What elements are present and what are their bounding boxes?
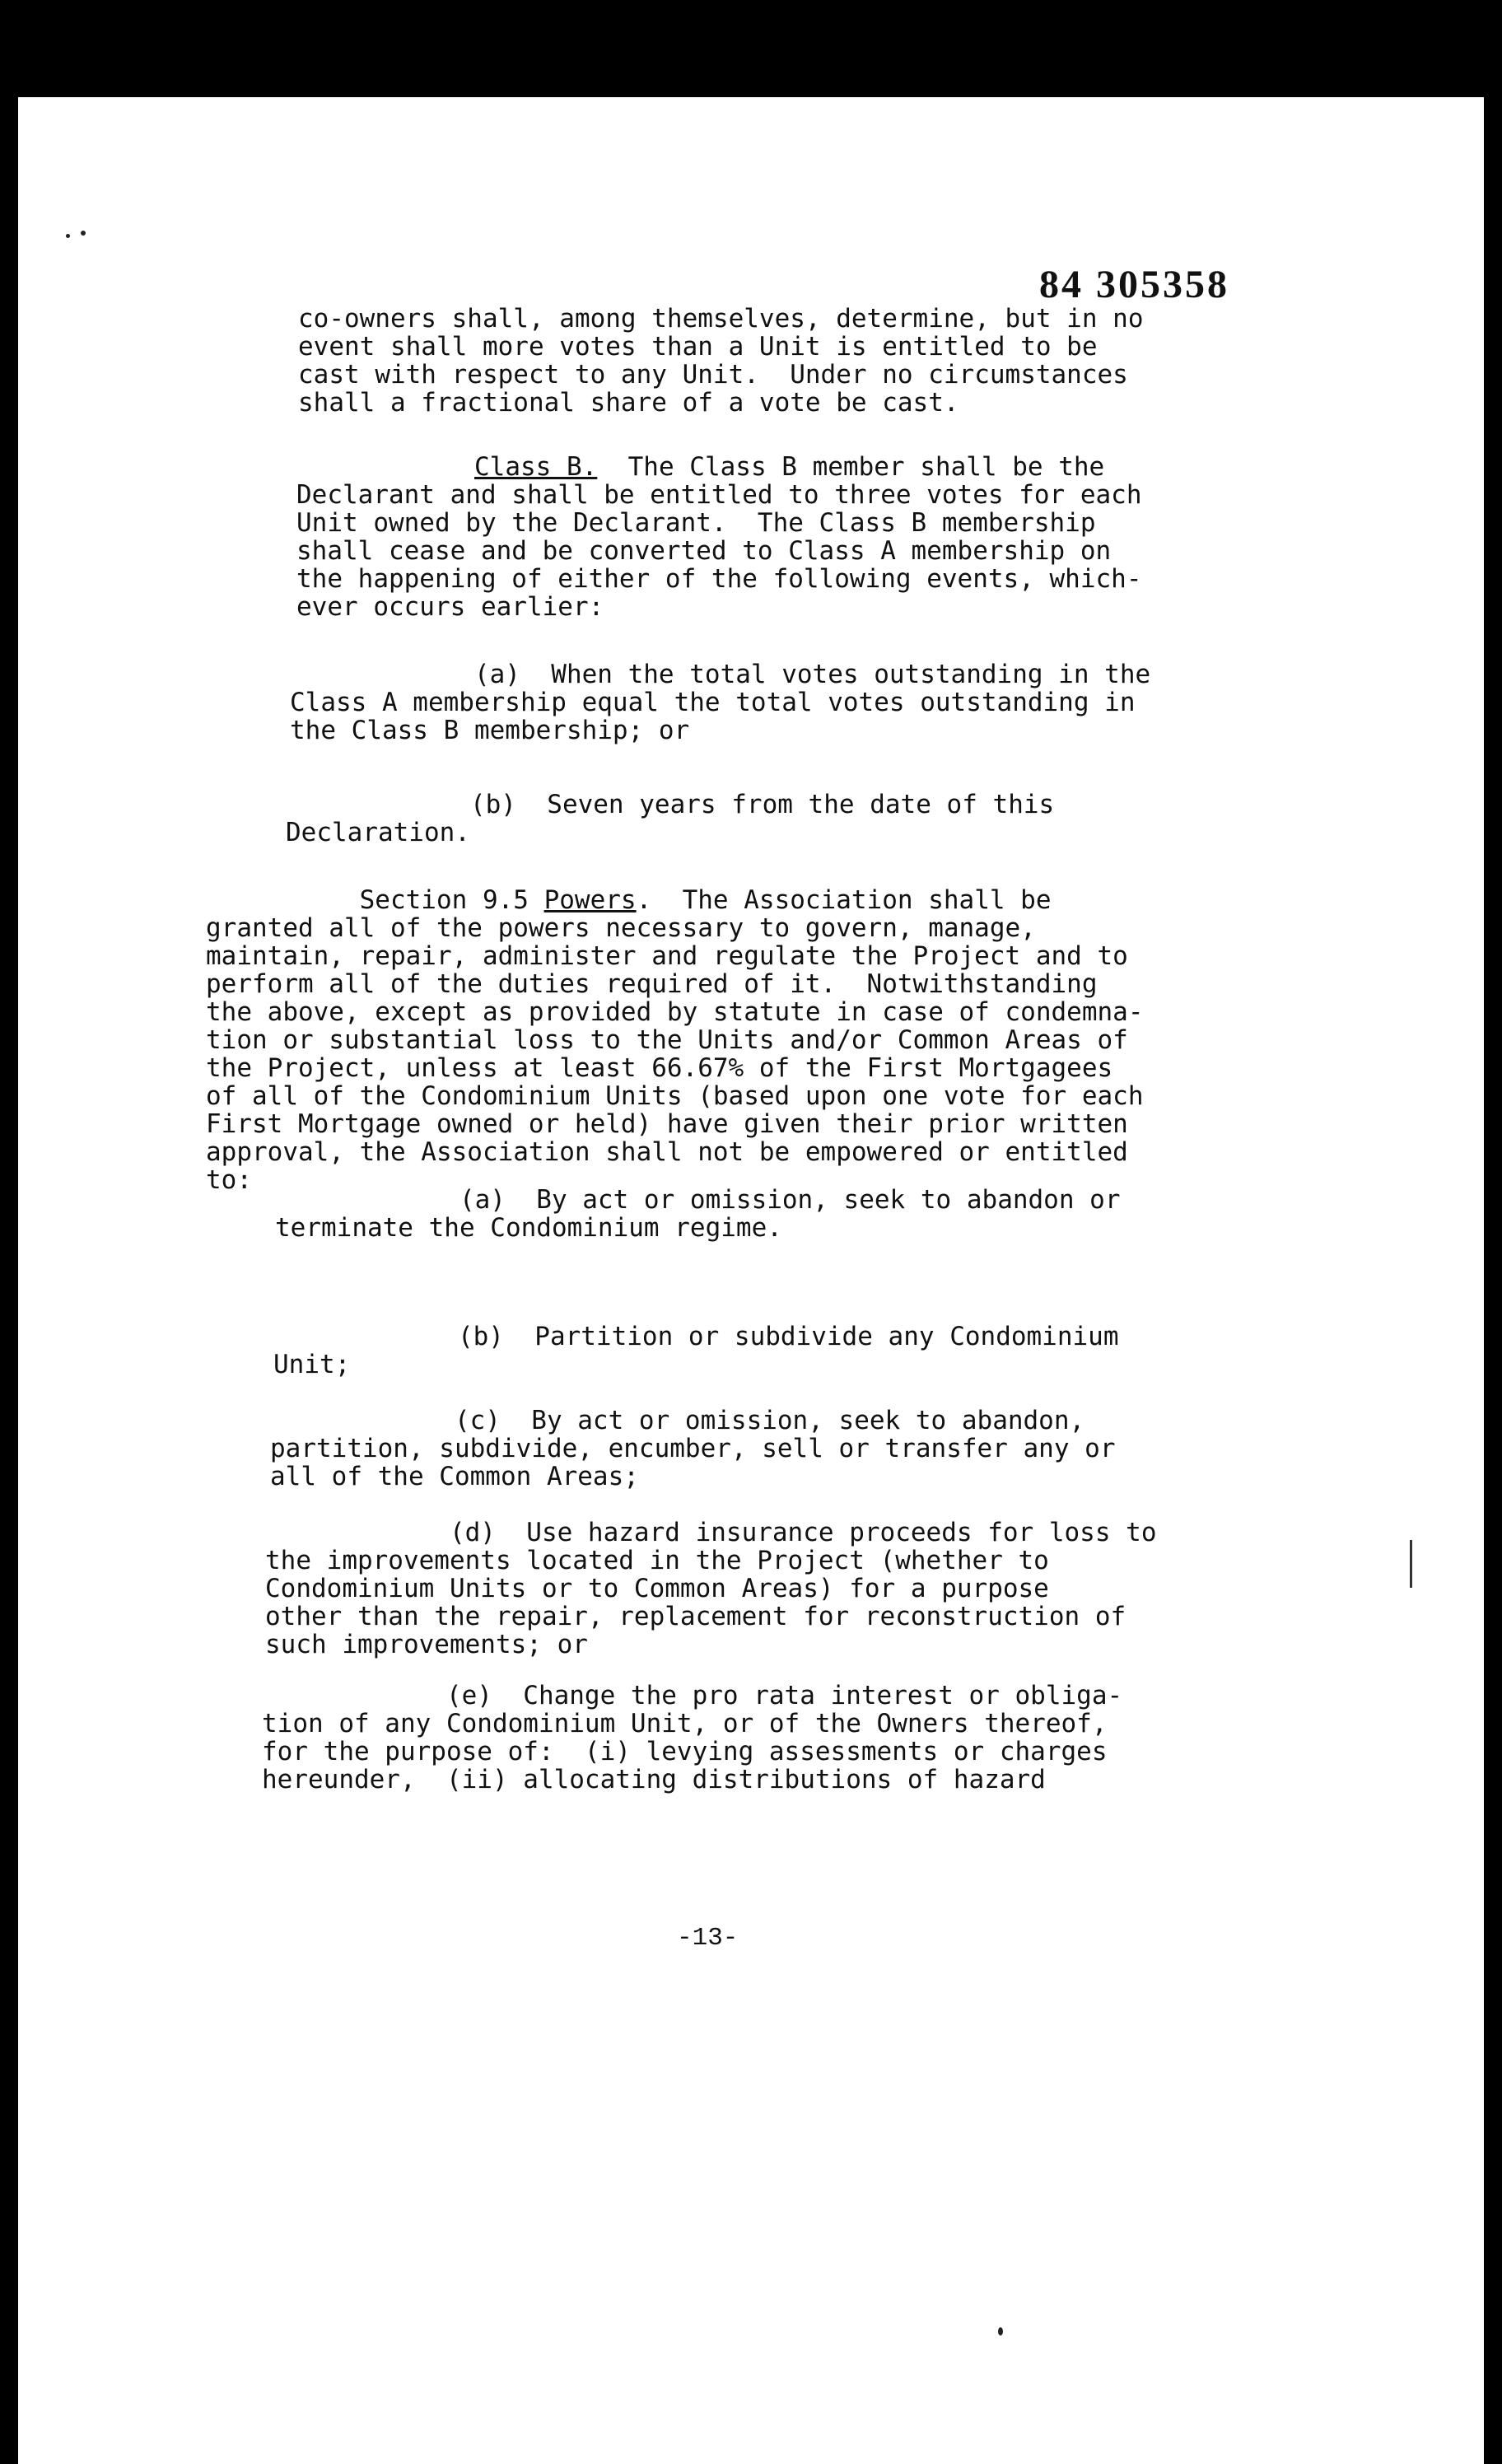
document-number: 84 305358: [1039, 263, 1229, 306]
page-number: -13-: [677, 1924, 739, 1953]
document-page: [18, 97, 1484, 2464]
paragraph-class-b: [296, 453, 1142, 621]
item-e: (e) Change the pro rata interest or obliga- tion of any Condominium Unit, or of the Owners thereof, for the purpose of: (i) levying assessments or charges hereunder, (ii) allocating distributions of hazard: [262, 1681, 1123, 1794]
paragraph-section-9-5: [206, 886, 1143, 1194]
item-c: (c) By act or omission, seek to abandon, partition, subdivide, encumber, sell or transfer any or all of the Common Areas;: [270, 1406, 1116, 1491]
item-d: (d) Use hazard insurance proceeds for loss to the improvements located in the Project (whether to Condominium Units or to Common Areas) for a purpose other than the repair, replacement for reconstruction of such improvements; or: [265, 1518, 1157, 1659]
scan-edge-mark: [1410, 1540, 1412, 1588]
class-b-heading: Class B.: [474, 452, 598, 482]
section-label: Section 9.5: [206, 885, 544, 915]
item-a: (a) By act or omission, seek to abandon or terminate the Condominium regime.: [275, 1185, 1121, 1243]
paragraph-class-b-a: (a) When the total votes outstanding in the Class A membership equal the total votes outstanding in the Class B membership; or: [290, 660, 1151, 745]
section-line1: . The Association shall be: [636, 885, 1052, 915]
paragraph-class-b-b: (b) Seven years from the date of this Declaration.: [286, 790, 1055, 847]
class-b-body: Declarant and shall be entitled to three votes for each Unit owned by the Declarant. The Class B membership shall cease and be converted to Class A membership on the happening of either of the following events, which- ever occurs earlier:: [296, 480, 1142, 622]
paragraph-co-owners: co-owners shall, among themselves, determine, but in no event shall more votes than a Unit is entitled to be cast with respect to any Unit. Under no circumstances shall a fractional share of a vote be cast.: [298, 304, 1144, 418]
section-body: granted all of the powers necessary to govern, manage, maintain, repair, administer and regulate the Project and to perform all of the duties required of it. Notwithstanding the above, except as provided by statute in case of condemna- tion or substantial loss to the Units and/or Common Areas of the Project, unless at least 66.67% of the First Mortgagees of all of the Condominium Units (based upon one vote for each First Mortgage owned or held) have given their prior written approval, the Association shall not be empowered or entitled to:: [206, 913, 1144, 1195]
scan-speck: [998, 2327, 1003, 2336]
scan-speck: [66, 234, 70, 238]
class-b-line1: The Class B member shall be the: [597, 452, 1105, 482]
section-heading-powers: Powers: [543, 885, 637, 915]
scan-speck: [81, 231, 86, 236]
item-b: (b) Partition or subdivide any Condominium Unit;: [273, 1322, 1119, 1379]
